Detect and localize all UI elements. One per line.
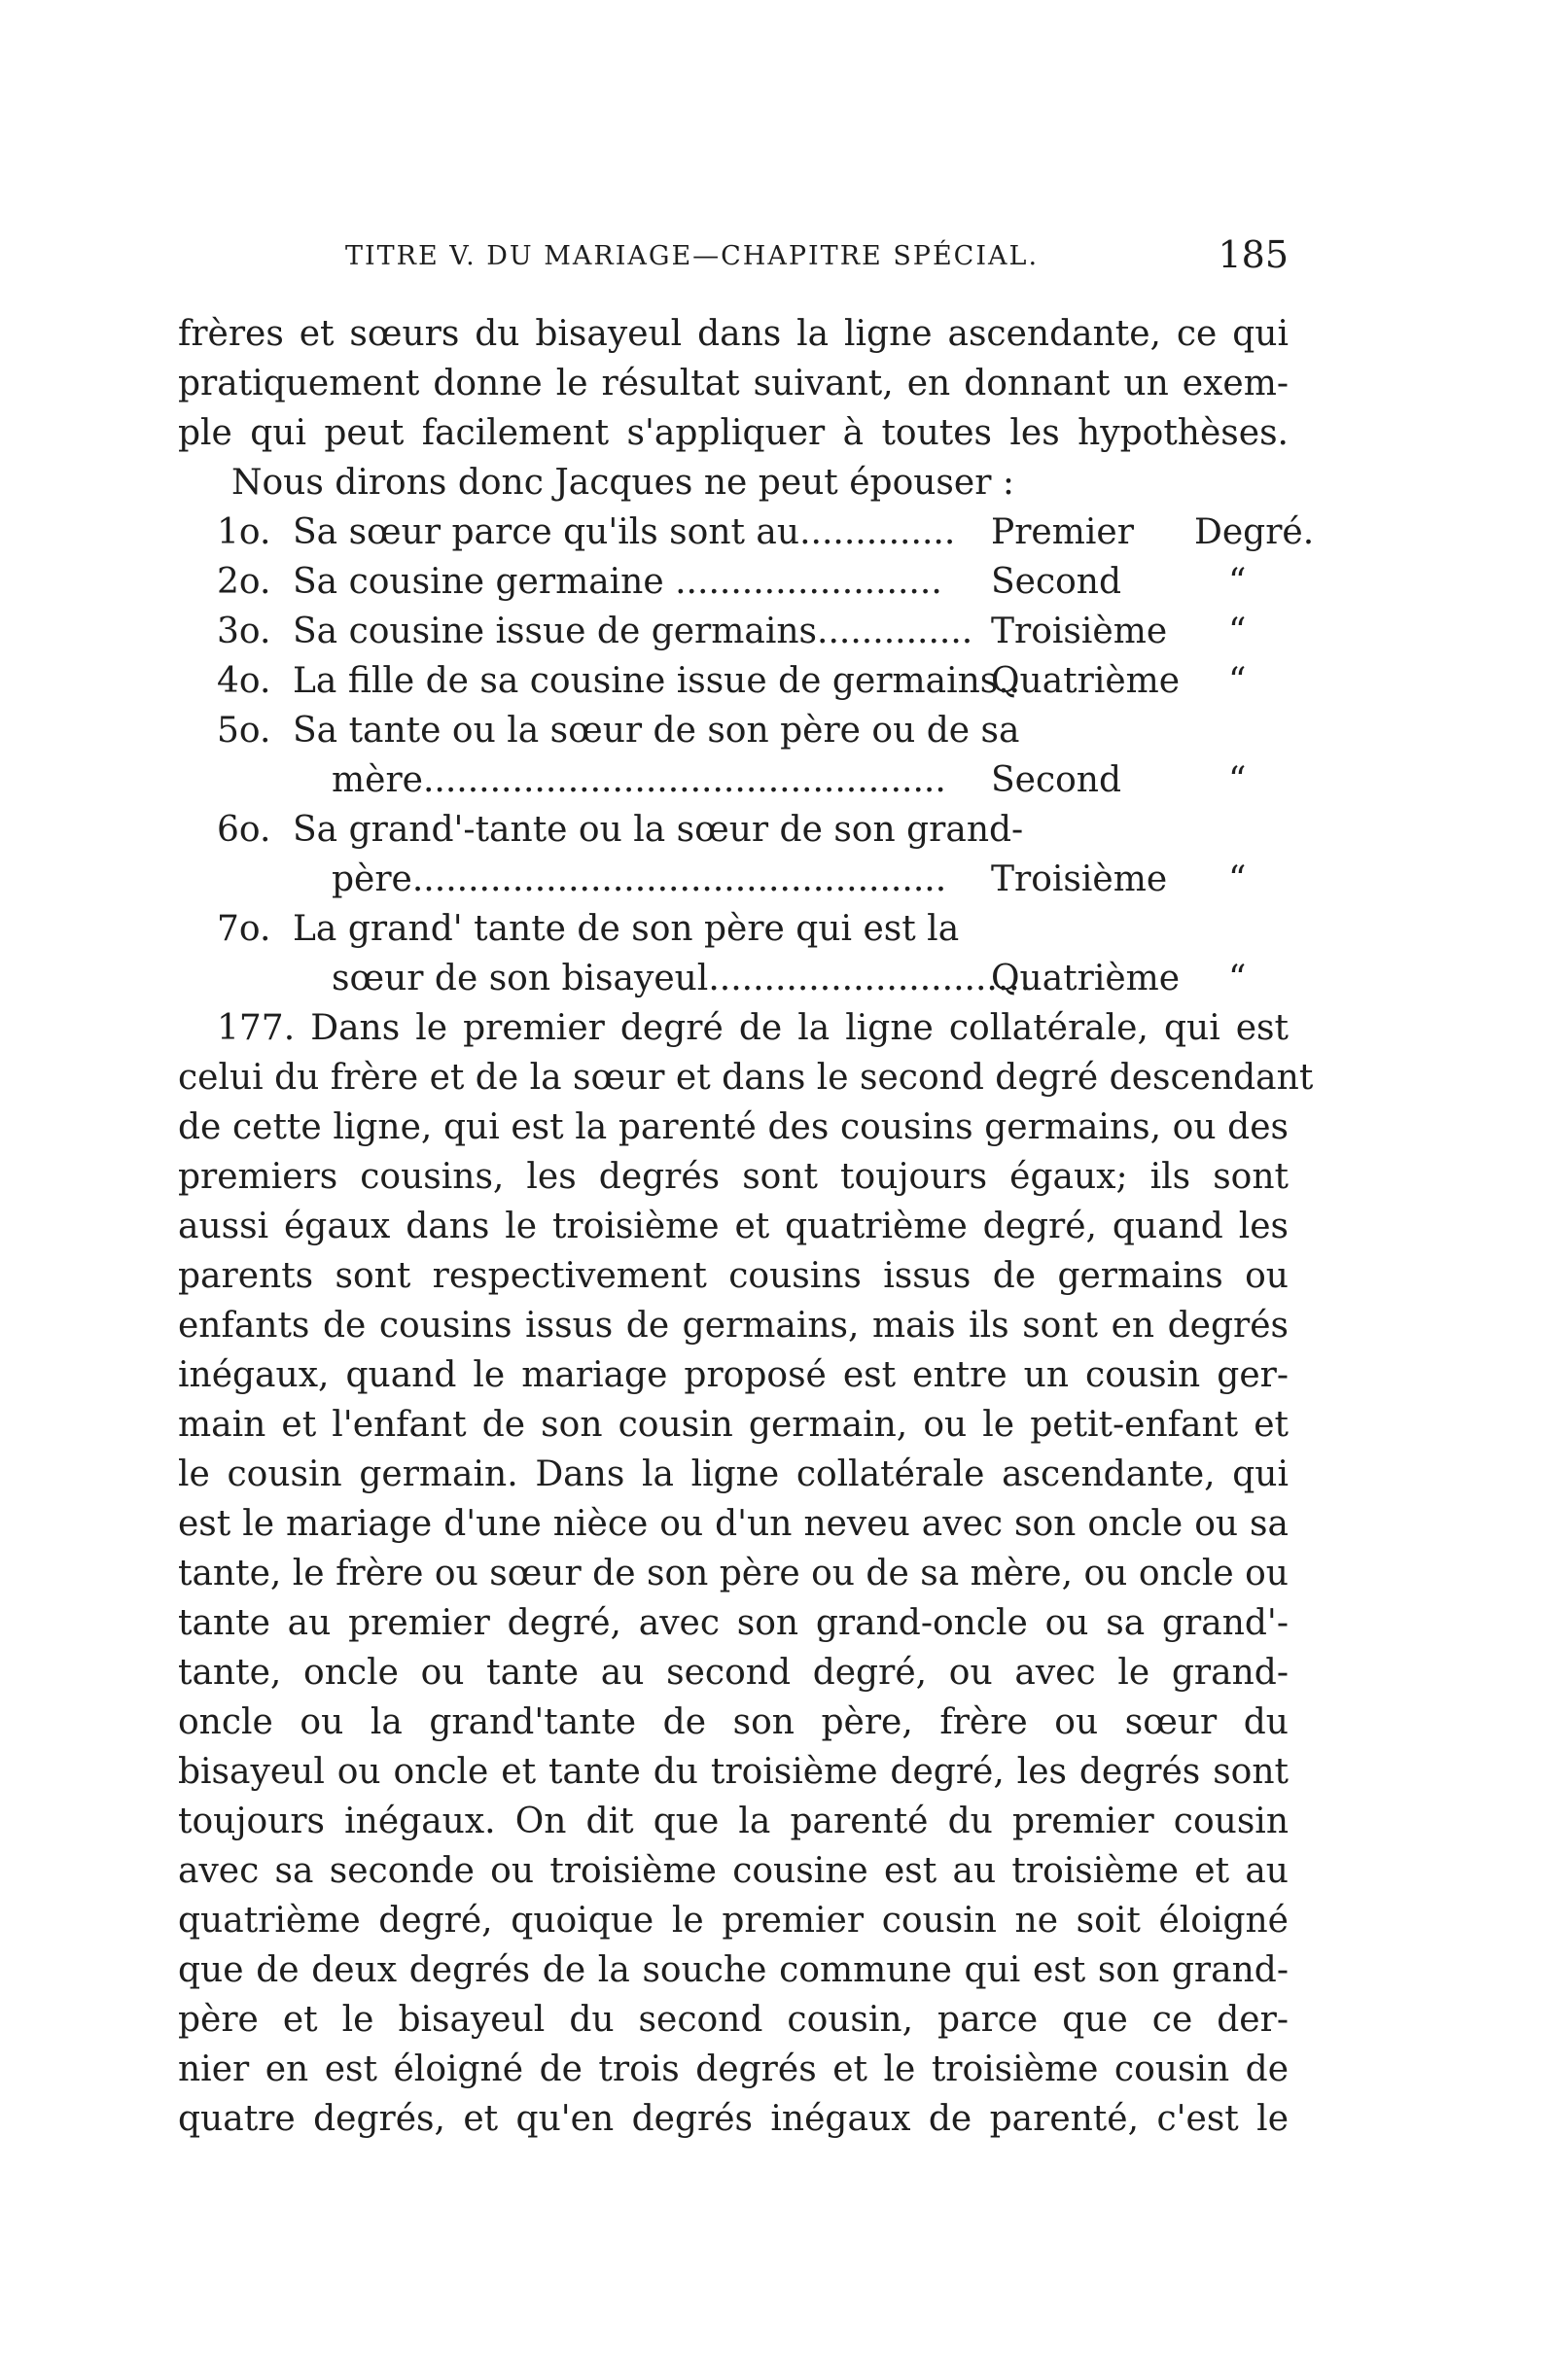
item-text: père................................................ — [332, 859, 947, 899]
item-text: mère............................................... — [332, 760, 946, 800]
item-number: 3o. — [217, 612, 271, 651]
text-line: bisayeul ou oncle et tante du troisième degré, les degrés sont — [178, 1752, 1289, 1792]
list-item — [178, 557, 1289, 607]
item-text: La fille de sa cousine issue de germains.. — [293, 661, 1021, 701]
text-line: frères et sœurs du bisayeul dans la ligne ascendante, ce qui — [178, 314, 1289, 354]
text-line: Nous dirons donc Jacques ne peut épouser : — [231, 463, 1014, 503]
item-degree: Troisième — [991, 612, 1168, 651]
item-mark: “ — [1228, 760, 1247, 800]
text-line: inégaux, quand le mariage proposé est entre un cousin ger- — [178, 1355, 1289, 1395]
text-line: main et l'enfant de son cousin germain, ou le petit-enfant et — [178, 1405, 1289, 1445]
text-line: quatrième degré, quoique le premier cousin ne soit éloigné — [178, 1901, 1289, 1941]
text-line: de cette ligne, qui est la parenté des cousins germains, ou des — [178, 1107, 1289, 1147]
text-line: tante au premier degré, avec son grand-oncle ou sa grand'- — [178, 1603, 1289, 1643]
text-line: parents sont respectivement cousins issus de germains ou — [178, 1256, 1289, 1296]
list-item — [178, 805, 1289, 855]
item-number: 7o. — [217, 909, 271, 949]
list-item — [178, 656, 1289, 706]
item-degree: Premier — [991, 512, 1134, 552]
item-number: 1o. — [217, 512, 271, 552]
item-degree: Second — [991, 562, 1122, 602]
text-line: pratiquement donne le résultat suivant, en donnant un exem- — [178, 364, 1289, 403]
list-item — [178, 607, 1289, 656]
page-number: 185 — [1218, 233, 1289, 276]
list-item — [178, 855, 1289, 904]
item-degree: Second — [991, 760, 1122, 800]
item-text: sœur de son bisayeul............................. — [332, 959, 1032, 998]
header-title: TITRE V. DU MARIAGE—CHAPITRE SPÉCIAL. — [345, 241, 1040, 271]
text-line: aussi égaux dans le troisième et quatrième degré, quand les — [178, 1207, 1289, 1246]
text-line: 177. Dans le premier degré de la ligne collatérale, qui est — [217, 1008, 1289, 1048]
text-line: le cousin germain. Dans la ligne collatérale ascendante, qui — [178, 1454, 1289, 1494]
item-mark: Degré. — [1194, 512, 1315, 552]
text-line: enfants de cousins issus de germains, mais ils sont en degrés — [178, 1306, 1289, 1346]
item-degree: Quatrième — [991, 959, 1181, 998]
text-line: est le mariage d'une nièce ou d'un neveu avec son oncle ou sa — [178, 1504, 1289, 1544]
item-mark: “ — [1228, 959, 1247, 998]
degree-list — [178, 508, 1315, 1003]
item-mark: “ — [1228, 859, 1247, 899]
item-mark: “ — [1228, 562, 1247, 602]
text-line: ple qui peut facilement s'appliquer à toutes les hypothèses. — [178, 413, 1289, 453]
item-number: 2o. — [217, 562, 271, 602]
text-line: avec sa seconde ou troisième cousine est au troisième et au — [178, 1851, 1289, 1891]
text-line: que de deux degrés de la souche commune qui est son grand- — [178, 1950, 1289, 1990]
text-line: nier en est éloigné de trois degrés et le troisième cousin de — [178, 2049, 1289, 2089]
item-text: Sa cousine issue de germains.............. — [293, 612, 973, 651]
item-degree: Quatrième — [991, 661, 1181, 701]
text-line: premiers cousins, les degrés sont toujours égaux; ils sont — [178, 1157, 1289, 1197]
list-item — [178, 954, 1289, 1003]
page-body — [178, 309, 1315, 2144]
text-line: celui du frère et de la sœur et dans le second degré descendant — [178, 1058, 1314, 1098]
running-header — [345, 233, 1289, 276]
item-number: 5o. — [217, 711, 271, 751]
text-line: quatre degrés, et qu'en degrés inégaux de parenté, c'est le — [178, 2099, 1289, 2139]
text-line: oncle ou la grand'tante de son père, frère ou sœur du — [178, 1702, 1289, 1742]
item-text: Sa cousine germaine ........................ — [293, 562, 942, 602]
paragraph-177 — [178, 1003, 1314, 2144]
item-degree: Troisième — [991, 859, 1168, 899]
list-item — [178, 904, 1289, 954]
list-item — [178, 755, 1289, 805]
item-text: Sa grand'-tante ou la sœur de son grand- — [293, 810, 1024, 850]
text-line: toujours inégaux. On dit que la parenté du premier cousin — [178, 1802, 1289, 1841]
list-item — [178, 706, 1289, 755]
item-text: Sa sœur parce qu'ils sont au.............. — [293, 512, 956, 552]
item-mark: “ — [1228, 661, 1247, 701]
item-text: Sa tante ou la sœur de son père ou de sa — [293, 711, 1020, 751]
list-item — [178, 508, 1315, 557]
item-number: 4o. — [217, 661, 271, 701]
item-text: La grand' tante de son père qui est la — [293, 909, 960, 949]
text-line: père et le bisayeul du second cousin, parce que ce der- — [178, 2000, 1289, 2040]
item-mark: “ — [1228, 612, 1247, 651]
text-line: tante, le frère ou sœur de son père ou de sa mère, ou oncle ou — [178, 1554, 1289, 1593]
text-line: tante, oncle ou tante au second degré, ou avec le grand- — [178, 1653, 1289, 1693]
item-number: 6o. — [217, 810, 271, 850]
